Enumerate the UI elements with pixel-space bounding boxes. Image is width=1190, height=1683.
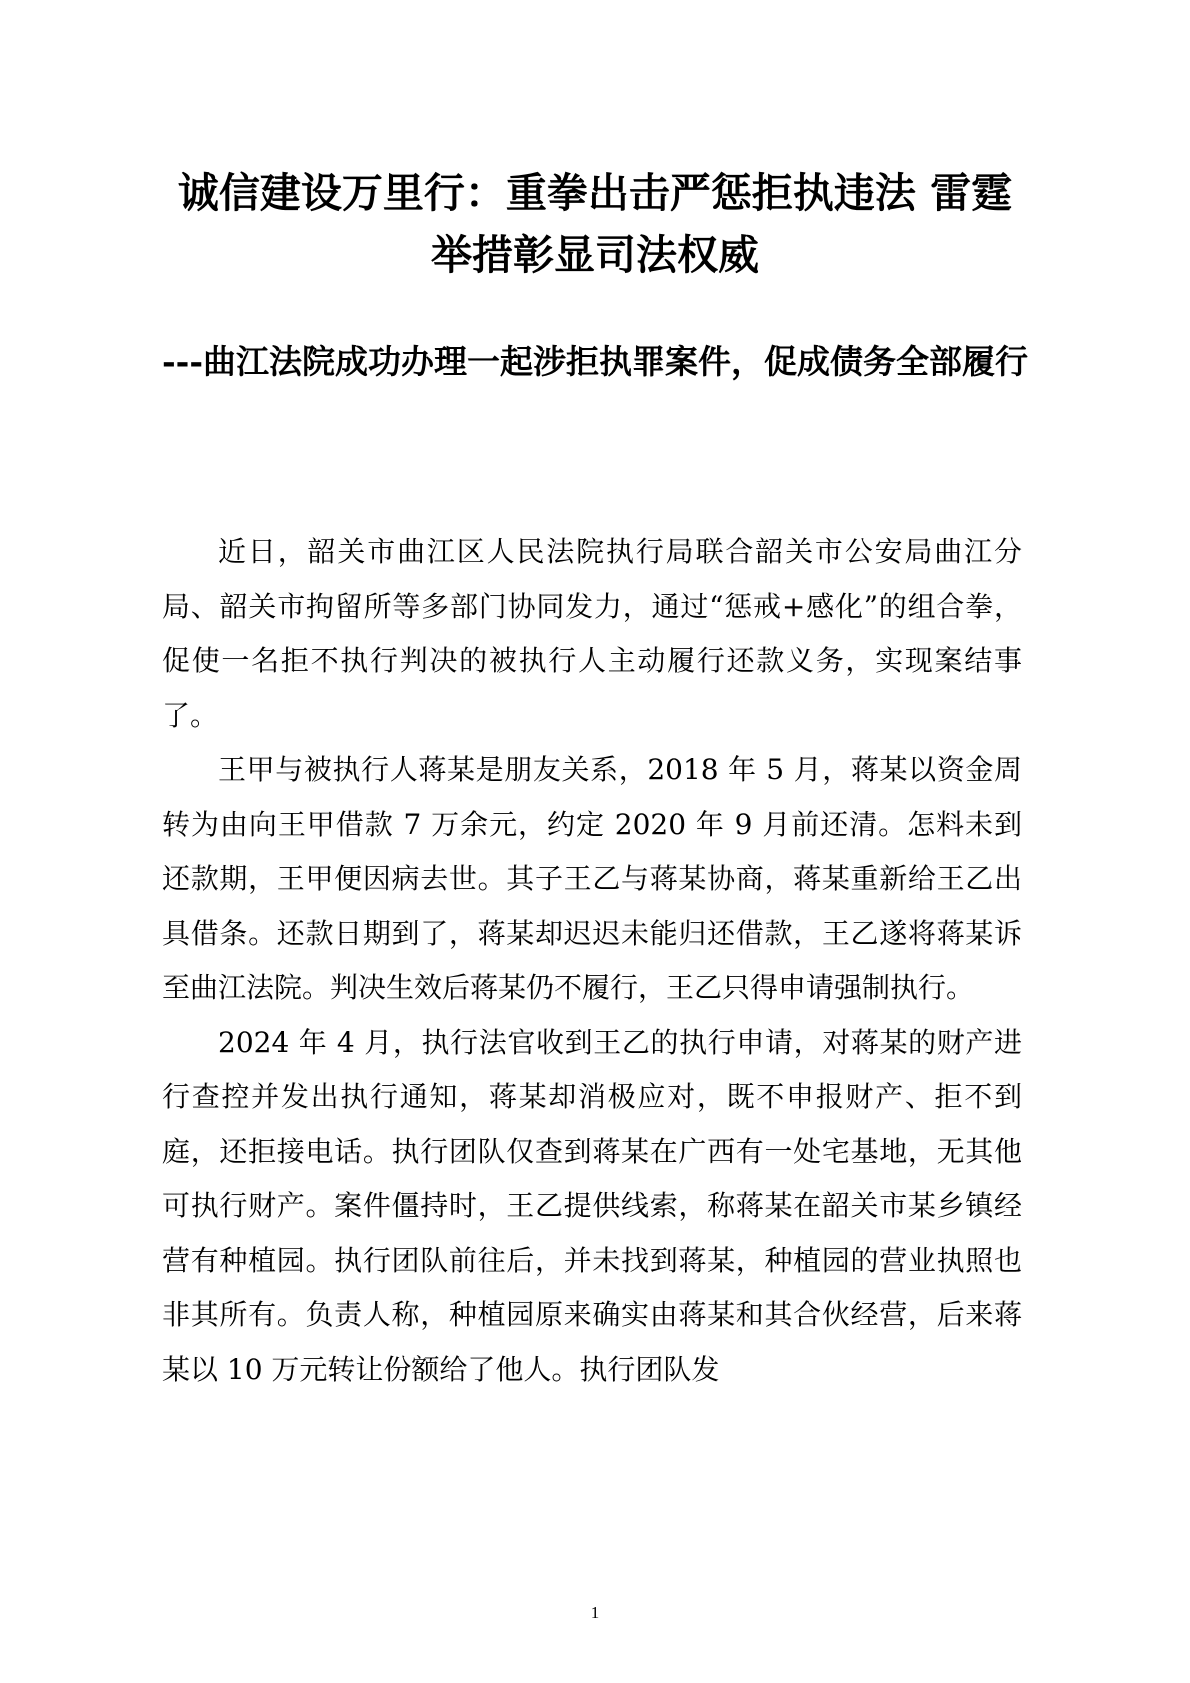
body-paragraph: 近日，韶关市曲江区人民法院执行局联合韶关市公安局曲江分局、韶关市拘留所等多部门协同发力，通过“惩戒+感化”的组合拳，促使一名拒不执行判决的被执行人主动履行还款义务，实现案结事了。	[162, 535, 1022, 732]
document-body	[162, 525, 1022, 1397]
page-number: 1	[590, 1603, 600, 1622]
body-paragraph: 2024 年 4 月，执行法官收到王乙的执行申请，对蒋某的财产进行查控并发出执行通知，蒋某却消极应对，既不申报财产、拒不到庭，还拒接电话。执行团队仅查到蒋某在广西有一处宅基地，无其他可执行财产。案件僵持时，王乙提供线索，称蒋某在韶关市某乡镇经营有种植园。执行团队前往后，并未找到蒋某，种植园的营业执照也非其所有。负责人称，种植园原来确实由蒋某和其合伙经营，后来蒋某以 10 万元转让份额给了他人。执行团队发	[162, 1025, 1022, 1386]
document-title: 诚信建设万里行：重拳出击严惩拒执违法 雷霆举措彰显司法权威	[177, 169, 1013, 279]
document-subtitle: ---曲江法院成功办理一起涉拒执罪案件，促成债务全部履行	[161, 342, 1029, 381]
body-paragraph: 王甲与被执行人蒋某是朋友关系，2018 年 5 月，蒋某以资金周转为由向王甲借款 7 万余元，约定 2020 年 9 月前还清。怎料未到还款期，王甲便因病去世。其子王乙与蒋某协商，蒋某重新给王乙出具借条。还款日期到了，蒋某却迟迟未能归还借款，王乙遂将蒋某诉至曲江法院。判决生效后蒋某仍不履行，王乙只得申请强制执行。	[162, 753, 1022, 1004]
